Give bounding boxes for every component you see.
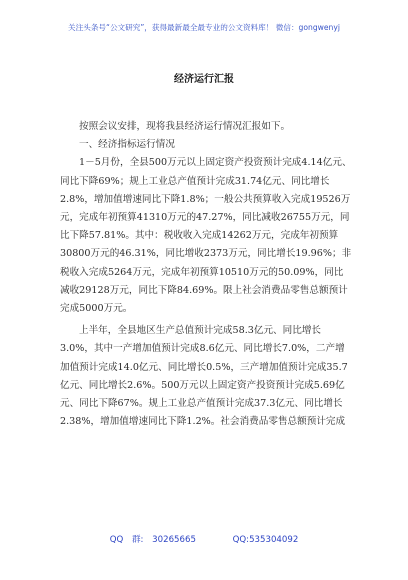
footer-contact [0,533,408,545]
header-banner: 关注头条号“公文研究”，获得最新最全最专业的公文资料库！ 微信：gongwenyj [68,23,340,32]
footer-qq-number: QQ:535304092 [232,535,299,545]
document-body [60,118,352,431]
intro-paragraph: 按照会议安排，现将我县经济运行情况汇报如下。 [79,121,291,132]
document-title: 经济运行汇报 [174,74,234,85]
footer-qq-group: QQ 群: 30265665 [109,535,196,545]
section-heading: 一、经济指标运行情况 [79,139,175,151]
paragraph-first-half-year: 上半年，全县地区生产总值预计完成58.3亿元、同比增长3.0%，其中一产增加值预计完成8.6亿元、同比增长7.0%，二产增加值预计完成14.0亿元、同比增长0.5%，三产增加值预计完成35.7亿元、同比增长2.6%。500万元以上固定资产投资预计完成5.69亿元、同比下降67%。规上工业总产值预计完成37.3亿元、同比增长2.38%，增加值增速同比下降1.2%。社会消费品零售总额预计完成 [60,325,348,428]
paragraph-economic-indicators: 1－5月份，全县500万元以上固定资产投资预计完成4.14亿元、同比下降69%；规上工业总产值预计完成31.74亿元、同比增长2.8%，增加值增速同比下降1.8%；一般公共预算收入完成19526万元，完成年初预算41310万元的47.27%，同比减收26755万元，同比下降57.81%。其中：税收收入完成14262万元，完成年初预算30800万元的46.31%，同比增收2373万元，同比增长19.96%；非税收入完成5264万元，完成年初预算10510万元的50.09%，同比减收29128万元，同比下降84.69%。限上社会消费品零售总额预计完成5000万元。 [60,157,352,315]
